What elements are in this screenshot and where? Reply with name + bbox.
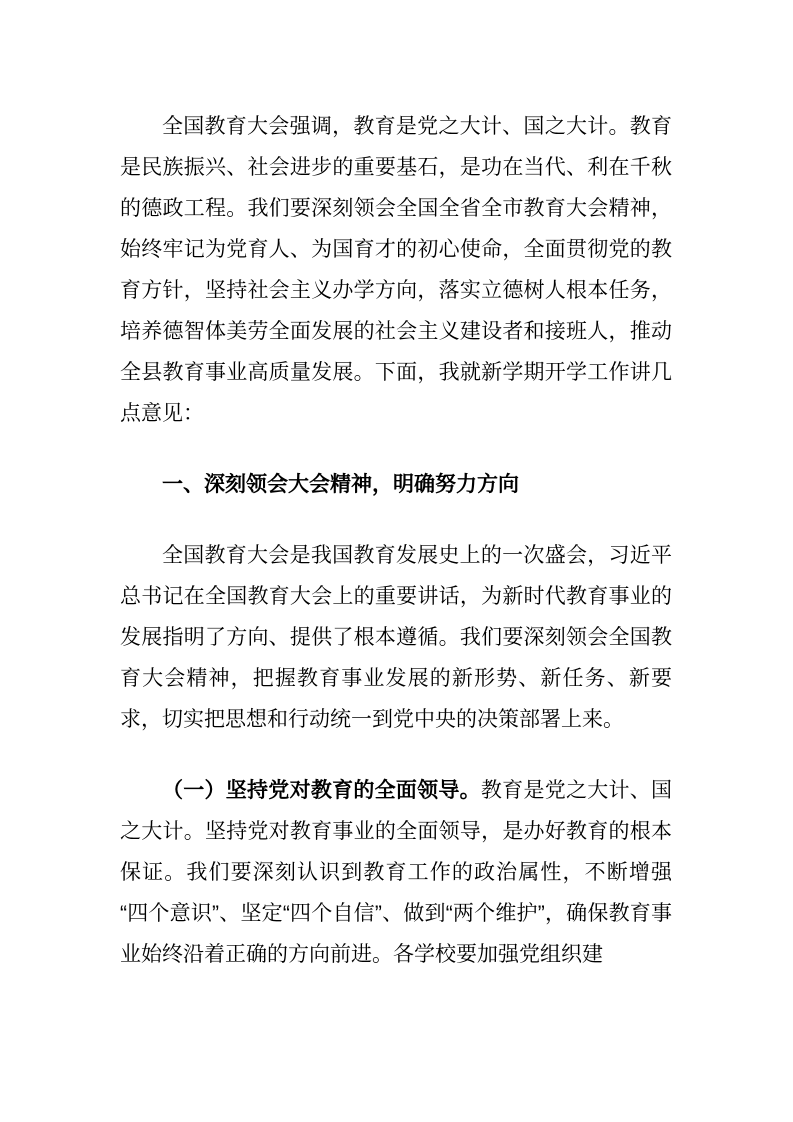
subsection-1-1-body-text: 教育是党之大计、国之大计。坚持党对教育事业的全面领导，是办好教育的根本保证。我们要深刻认识到教育工作的政治属性，不断增强“四个意识”、坚定“四个自信”、做到“两个维护”，确保教育事业始终沿着正确的方向前进。各学校要加强党组织建 <box>120 779 673 966</box>
section-heading-1: 一、深刻领会大会精神，明确努力方向 <box>162 473 519 496</box>
paragraph-subsection-1-1 <box>120 770 672 975</box>
paragraph-section1-overview: 全国教育大会是我国教育发展史上的一次盛会，习近平总书记在全国教育大会上的重要讲话，为新时代教育事业的发展指明了方向、提供了根本遵循。我们要深刻领会全国教育大会精神，把握教育事业发展的新形势、新任务、新要求，切实把思想和行动统一到党中央的决策部署上来。 <box>120 544 672 731</box>
paragraph-intro: 全国教育大会强调，教育是党之大计、国之大计。教育是民族振兴、社会进步的重要基石，是功在当代、利在千秋的德政工程。我们要深刻领会全国全省全市教育大会精神，始终牢记为党育人、为国育才的初心使命，全面贯彻党的教育方针，坚持社会主义办学方向，落实立德树人根本任务，培养德智体美劳全面发展的社会主义建设者和接班人，推动全县教育事业高质量发展。下面，我就新学期开学工作讲几点意见： <box>120 115 672 425</box>
subsection-1-1-lead-bold: （一）坚持党对教育的全面领导。 <box>162 779 481 802</box>
